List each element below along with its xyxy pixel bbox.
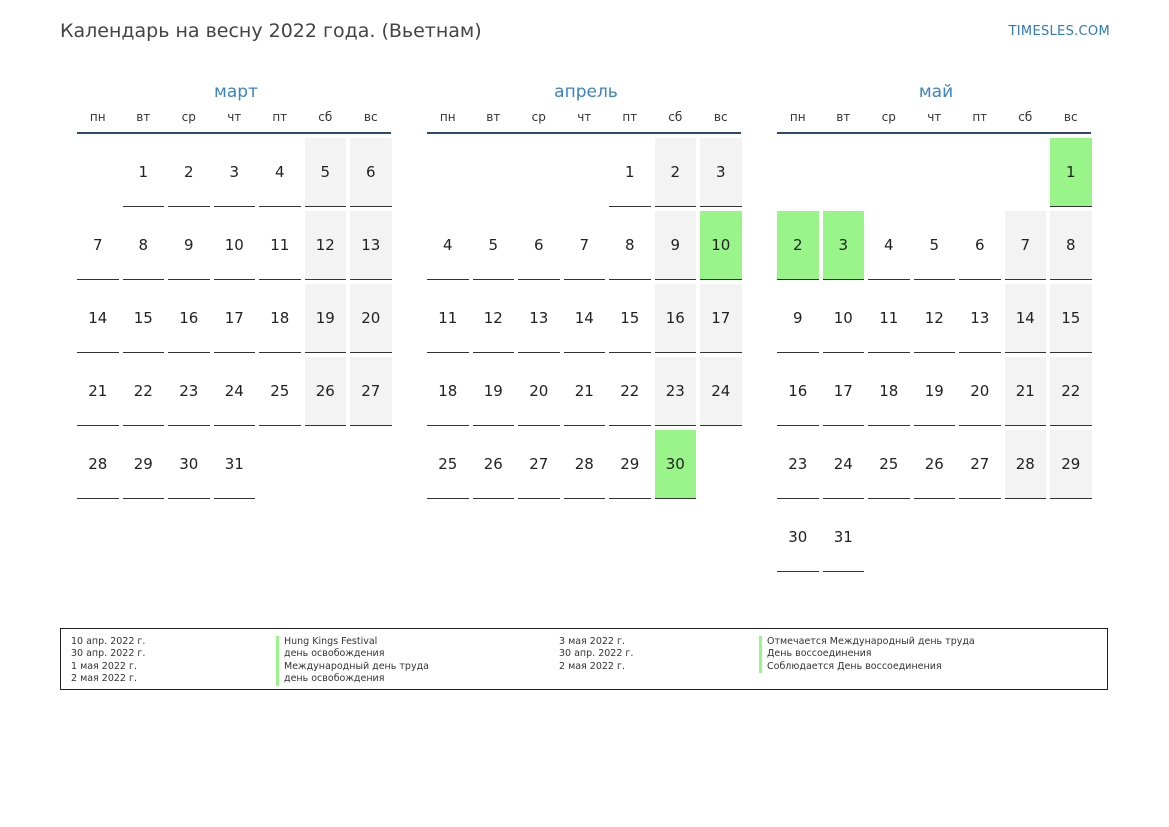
holiday-day-cell: 10 bbox=[700, 211, 742, 280]
empty-cell bbox=[823, 138, 865, 207]
empty-cell bbox=[868, 138, 910, 207]
day-cell: 3 bbox=[214, 138, 256, 207]
day-cell: 1 bbox=[123, 138, 165, 207]
legend-dates-left bbox=[71, 636, 145, 686]
weekday-label: чт bbox=[927, 110, 942, 124]
day-cell: 7 bbox=[77, 211, 119, 280]
day-cell: 4 bbox=[868, 211, 910, 280]
day-cell: 11 bbox=[868, 284, 910, 353]
weekday-header bbox=[75, 110, 395, 132]
day-cell: 15 bbox=[1050, 284, 1092, 353]
day-cell: 30 bbox=[168, 430, 210, 499]
day-cell: 18 bbox=[868, 357, 910, 426]
day-cell: 24 bbox=[700, 357, 742, 426]
legend-date: 1 мая 2022 г. bbox=[71, 660, 137, 672]
legend-names-right bbox=[759, 636, 975, 673]
month-name: май bbox=[918, 82, 954, 102]
month-name: апрель bbox=[554, 82, 618, 102]
day-cell: 14 bbox=[77, 284, 119, 353]
weekday-label: вс bbox=[713, 110, 728, 124]
day-cell: 15 bbox=[609, 284, 651, 353]
day-cell: 27 bbox=[350, 357, 392, 426]
day-cell: 16 bbox=[655, 284, 697, 353]
day-cell: 2 bbox=[655, 138, 697, 207]
weekday-label: сб bbox=[668, 110, 683, 124]
day-cell: 12 bbox=[914, 284, 956, 353]
day-cell: 9 bbox=[168, 211, 210, 280]
day-cell: 14 bbox=[564, 284, 606, 353]
day-cell: 4 bbox=[427, 211, 469, 280]
weekday-label: пт bbox=[972, 110, 988, 124]
weekday-divider bbox=[427, 132, 741, 134]
empty-cell bbox=[427, 138, 469, 207]
weekday-label: пт bbox=[622, 110, 638, 124]
legend-names-left bbox=[276, 636, 429, 686]
weekday-label: пт bbox=[272, 110, 288, 124]
weekday-label: пн bbox=[89, 110, 106, 124]
holiday-day-cell: 30 bbox=[655, 430, 697, 499]
holiday-day-cell: 1 bbox=[1050, 138, 1092, 207]
weekday-label: вт bbox=[836, 110, 851, 124]
legend-holiday-name: День воссоединения bbox=[759, 648, 975, 660]
day-cell: 20 bbox=[350, 284, 392, 353]
legend-dates-right bbox=[559, 636, 633, 673]
legend-date: 10 апр. 2022 г. bbox=[71, 636, 146, 647]
day-cell: 19 bbox=[305, 284, 347, 353]
day-cell: 23 bbox=[655, 357, 697, 426]
day-cell: 25 bbox=[427, 430, 469, 499]
day-cell: 9 bbox=[777, 284, 819, 353]
day-cell: 4 bbox=[259, 138, 301, 207]
legend-holiday-name: день освобождения bbox=[276, 673, 429, 685]
empty-cell bbox=[564, 138, 606, 207]
weekday-label: вт bbox=[486, 110, 501, 124]
legend-date: 2 мая 2022 г. bbox=[559, 660, 625, 672]
day-cell: 24 bbox=[823, 430, 865, 499]
empty-cell bbox=[473, 138, 515, 207]
day-cell: 22 bbox=[123, 357, 165, 426]
holiday-day-cell: 2 bbox=[777, 211, 819, 280]
legend-holiday-name: Соблюдается День воссоединения bbox=[759, 661, 975, 673]
day-cell: 9 bbox=[655, 211, 697, 280]
day-cell: 5 bbox=[914, 211, 956, 280]
weekday-divider bbox=[77, 132, 391, 134]
weekday-label: ср bbox=[531, 110, 546, 124]
day-cell: 21 bbox=[77, 357, 119, 426]
day-cell: 8 bbox=[1050, 211, 1092, 280]
legend-date: 30 апр. 2022 г. bbox=[559, 648, 634, 660]
empty-cell bbox=[518, 138, 560, 207]
empty-cell bbox=[914, 138, 956, 207]
day-cell: 31 bbox=[823, 503, 865, 572]
weekday-header bbox=[775, 110, 1095, 132]
day-cell: 15 bbox=[123, 284, 165, 353]
legend-holiday-name: день освобождения bbox=[276, 648, 429, 660]
day-cell: 12 bbox=[473, 284, 515, 353]
weekday-label: сб bbox=[318, 110, 333, 124]
day-cell: 16 bbox=[168, 284, 210, 353]
day-cell: 20 bbox=[518, 357, 560, 426]
day-cell: 14 bbox=[1005, 284, 1047, 353]
brand-link[interactable]: TIMESLES.COM bbox=[1008, 24, 1110, 39]
day-cell: 6 bbox=[959, 211, 1001, 280]
day-cell: 16 bbox=[777, 357, 819, 426]
weekday-label: чт bbox=[227, 110, 242, 124]
day-cell: 8 bbox=[609, 211, 651, 280]
day-cell: 29 bbox=[1050, 430, 1092, 499]
day-cell: 26 bbox=[473, 430, 515, 499]
day-cell: 27 bbox=[518, 430, 560, 499]
day-cell: 2 bbox=[168, 138, 210, 207]
empty-cell bbox=[959, 138, 1001, 207]
day-cell: 17 bbox=[214, 284, 256, 353]
day-cell: 28 bbox=[77, 430, 119, 499]
month-may bbox=[777, 82, 1095, 572]
weekday-label: ср bbox=[881, 110, 896, 124]
day-cell: 22 bbox=[609, 357, 651, 426]
weekday-divider bbox=[777, 132, 1091, 134]
day-cell: 13 bbox=[350, 211, 392, 280]
days-grid bbox=[77, 138, 395, 499]
day-cell: 11 bbox=[427, 284, 469, 353]
day-cell: 29 bbox=[123, 430, 165, 499]
day-cell: 28 bbox=[1005, 430, 1047, 499]
month-april bbox=[427, 82, 745, 499]
day-cell: 10 bbox=[823, 284, 865, 353]
day-cell: 5 bbox=[473, 211, 515, 280]
day-cell: 5 bbox=[305, 138, 347, 207]
month-name: март bbox=[214, 82, 258, 102]
day-cell: 23 bbox=[168, 357, 210, 426]
day-cell: 18 bbox=[259, 284, 301, 353]
day-cell: 13 bbox=[959, 284, 1001, 353]
page-title: Календарь на весну 2022 года. (Вьетнам) bbox=[60, 20, 482, 42]
day-cell: 11 bbox=[259, 211, 301, 280]
legend-holiday-name: Hung Kings Festival bbox=[276, 636, 429, 648]
day-cell: 24 bbox=[214, 357, 256, 426]
day-cell: 26 bbox=[305, 357, 347, 426]
day-cell: 27 bbox=[959, 430, 1001, 499]
day-cell: 8 bbox=[123, 211, 165, 280]
day-cell: 19 bbox=[473, 357, 515, 426]
day-cell: 3 bbox=[700, 138, 742, 207]
weekday-label: пн bbox=[789, 110, 806, 124]
weekday-label: вс bbox=[1063, 110, 1078, 124]
day-cell: 25 bbox=[868, 430, 910, 499]
day-cell: 26 bbox=[914, 430, 956, 499]
day-cell: 7 bbox=[1005, 211, 1047, 280]
day-cell: 22 bbox=[1050, 357, 1092, 426]
day-cell: 20 bbox=[959, 357, 1001, 426]
holiday-legend bbox=[60, 628, 1108, 690]
day-cell: 10 bbox=[214, 211, 256, 280]
day-cell: 1 bbox=[609, 138, 651, 207]
day-cell: 28 bbox=[564, 430, 606, 499]
weekday-label: сб bbox=[1018, 110, 1033, 124]
weekday-header bbox=[425, 110, 745, 132]
weekday-label: пн bbox=[439, 110, 456, 124]
empty-cell bbox=[77, 138, 119, 207]
day-cell: 12 bbox=[305, 211, 347, 280]
day-cell: 6 bbox=[350, 138, 392, 207]
day-cell: 18 bbox=[427, 357, 469, 426]
legend-date: 3 мая 2022 г. bbox=[559, 636, 625, 647]
day-cell: 29 bbox=[609, 430, 651, 499]
day-cell: 30 bbox=[777, 503, 819, 572]
month-march bbox=[77, 82, 395, 499]
weekday-label: чт bbox=[577, 110, 592, 124]
day-cell: 31 bbox=[214, 430, 256, 499]
day-cell: 17 bbox=[823, 357, 865, 426]
weekday-label: ср bbox=[181, 110, 196, 124]
days-grid bbox=[777, 138, 1095, 572]
day-cell: 21 bbox=[564, 357, 606, 426]
days-grid bbox=[427, 138, 745, 499]
holiday-day-cell: 3 bbox=[823, 211, 865, 280]
legend-holiday-name: Международный день труда bbox=[276, 661, 429, 673]
weekday-label: вс bbox=[363, 110, 378, 124]
empty-cell bbox=[777, 138, 819, 207]
day-cell: 23 bbox=[777, 430, 819, 499]
day-cell: 7 bbox=[564, 211, 606, 280]
day-cell: 21 bbox=[1005, 357, 1047, 426]
legend-holiday-name: Отмечается Международный день труда bbox=[759, 636, 975, 648]
legend-date: 30 апр. 2022 г. bbox=[71, 648, 146, 660]
day-cell: 17 bbox=[700, 284, 742, 353]
empty-cell bbox=[1005, 138, 1047, 207]
day-cell: 6 bbox=[518, 211, 560, 280]
weekday-label: вт bbox=[136, 110, 151, 124]
day-cell: 13 bbox=[518, 284, 560, 353]
day-cell: 25 bbox=[259, 357, 301, 426]
day-cell: 19 bbox=[914, 357, 956, 426]
legend-date: 2 мая 2022 г. bbox=[71, 673, 137, 685]
